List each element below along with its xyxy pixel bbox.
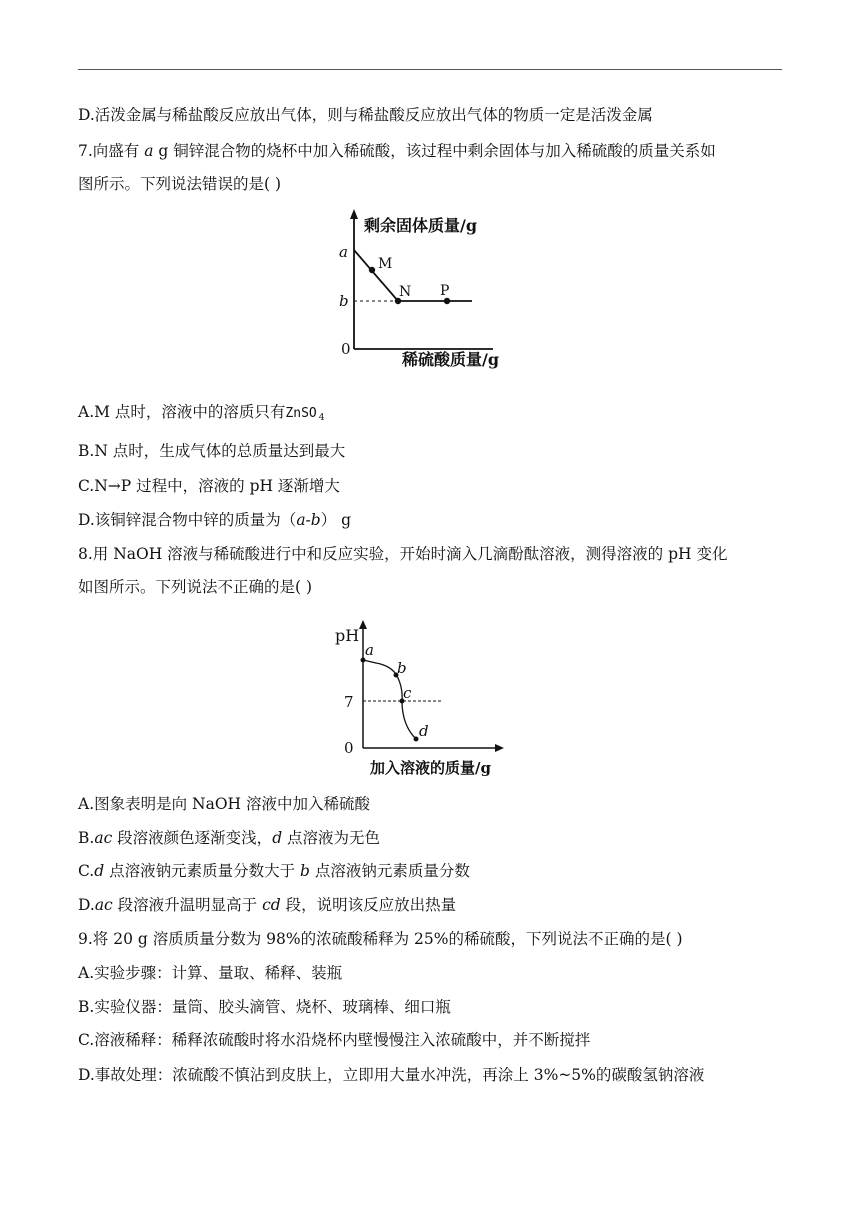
q8-option-d: D.ac 段溶液升温明显高于 cd 段，说明该反应放出热量 xyxy=(78,896,457,914)
q7-label-p: P xyxy=(440,283,450,299)
q8-y-arrow xyxy=(359,620,367,629)
q8-origin: 0 xyxy=(344,739,354,757)
q8-option-a: A.图象表明是向 NaOH 溶液中加入稀硫酸 xyxy=(78,795,371,813)
q9-option-a: A.实验步骤：计算、量取、稀释、装瓶 xyxy=(78,964,343,982)
q8-graph xyxy=(330,615,535,785)
q7-x-label: 稀硫酸质量/g xyxy=(402,350,500,369)
q7-curve xyxy=(354,250,472,301)
q8-point-d xyxy=(414,737,419,742)
q7-point-m xyxy=(369,267,375,273)
q7-y-arrow xyxy=(350,209,358,219)
q7-y-label: 剩余固体质量/g xyxy=(364,216,478,235)
q8-option-c: C.d 点溶液钠元素质量分数大于 b 点溶液钠元素质量分数 xyxy=(78,862,470,880)
q8-label-a: a xyxy=(365,641,374,659)
q7-option-a: A.M 点时，溶液中的溶质只有ZnSO $_4$ xyxy=(78,403,325,423)
q8-y-tick-7: 7 xyxy=(344,693,354,711)
q9-stem: 9.将 20 g 溶质质量分数为 98%的浓硫酸稀释为 25%的稀硫酸，下列说法不正确的是( ) xyxy=(78,930,683,948)
q8-y-label: pH xyxy=(335,626,360,645)
q9-option-b: B.实验仪器：量筒、胶头滴管、烧杯、玻璃棒、细口瓶 xyxy=(78,998,451,1016)
q9-option-c: C.溶液稀释：稀释浓硫酸时将水沿烧杯内壁慢慢注入浓硫酸中，并不断搅拌 xyxy=(78,1031,591,1049)
q9-option-d: D.事故处理：浓硫酸不慎沾到皮肤上，立即用大量水冲洗，再涂上 3%~5%的碳酸氢钠溶液 xyxy=(78,1066,705,1084)
q8-label-b: b xyxy=(397,659,407,677)
q8-option-b: B.ac 段溶液颜色逐渐变浅，d 点溶液为无色 xyxy=(78,829,381,847)
q6-option-d: D.活泼金属与稀盐酸反应放出气体，则与稀盐酸反应放出气体的物质一定是活泼金属 xyxy=(78,106,653,124)
q8-label-d: d xyxy=(419,722,429,740)
q7-graph xyxy=(328,205,528,375)
q7-label-m: M xyxy=(378,256,393,272)
q8-x-label: 加入溶液的质量/g xyxy=(370,759,491,777)
q8-label-c: c xyxy=(403,684,412,702)
q7-origin: 0 xyxy=(341,340,351,358)
q7-option-c: C.N→P 过程中，溶液的 pH 逐渐增大 xyxy=(78,477,340,495)
q7-y-tick-b: b xyxy=(339,292,349,310)
header-rule xyxy=(78,69,782,70)
q8-stem-line1: 8.用 NaOH 溶液与稀硫酸进行中和反应实验，开始时滴入几滴酚酞溶液，测得溶液的 pH 变化 xyxy=(78,545,728,563)
q8-stem-line2: 如图所示。下列说法不正确的是( ) xyxy=(78,578,313,596)
q7-option-d: D.该铜锌混合物中锌的质量为（a-b） g xyxy=(78,511,352,529)
q7-y-tick-a: a xyxy=(339,243,348,261)
q7-stem-line1: 7.向盛有 a g 铜锌混合物的烧杯中加入稀硫酸，该过程中剩余固体与加入稀硫酸的质量关系如 xyxy=(78,142,716,160)
q7-option-b: B.N 点时，生成气体的总质量达到最大 xyxy=(78,442,346,460)
q7-stem-line2: 图所示。下列说法错误的是( ) xyxy=(78,175,282,193)
q8-x-arrow xyxy=(495,744,504,752)
q7-label-n: N xyxy=(399,284,412,300)
